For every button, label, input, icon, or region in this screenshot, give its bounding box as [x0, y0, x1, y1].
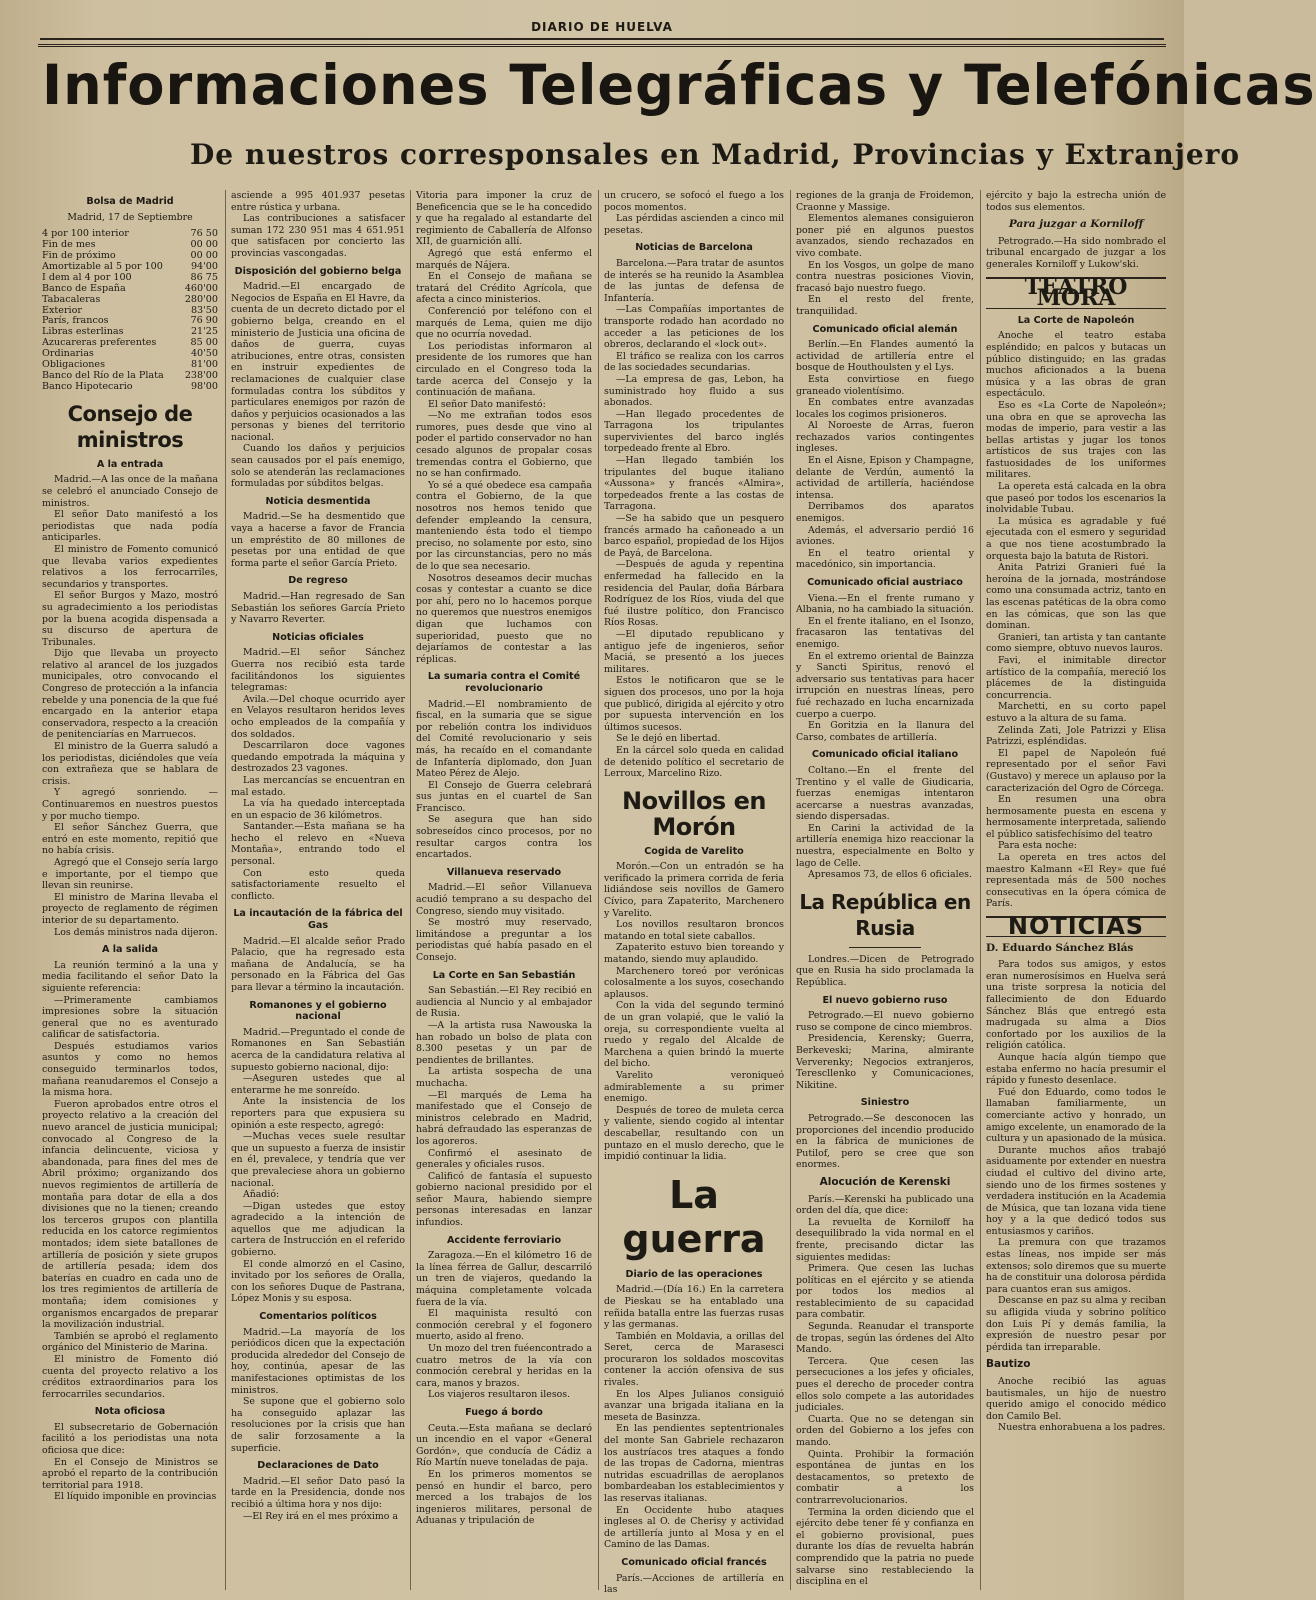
paragraph: En Occidente hubo ataques ingleses al O. de Cherisy y actividad de artillería junto al Mosa y en el Camino de las Damas.	[604, 1504, 784, 1551]
table-row: Banco Hipotecario 98'00	[42, 380, 218, 392]
sub-headline: De nuestros corresponsales en Madrid, Provincias y Extranjero	[190, 138, 1241, 171]
paragraph: París.—Acciones de artillería en las	[604, 1572, 784, 1596]
paragraph: Los periodistas informaron al presidente de los rumores que han circulado en el Congreso toda la tarde acerca del Consejo y la continuación de mañana.	[416, 340, 592, 399]
paragraph: La opereta está calcada en la obra que paseó por todos los escenarios la inolvidable Tubau.	[986, 481, 1166, 516]
paragraph: Elementos alemanes consiguieron poner pié en algunos puestos avanzados, siendo rechazados en vivo combate.	[796, 213, 974, 259]
paragraph: Las contribuciones a satisfacer suman 172 230 951 mas 4 651.951 que satisfacen por concierto las provincias vascongadas.	[231, 213, 405, 259]
table-row: Exterior 83'50	[42, 304, 218, 316]
paragraph: —No me extrañan todos esos rumores, pues desde que vino al poder el partido conservador no han cesado algunos de propalar cosas tremendas contra el Gobierno, que no se han confirmado.	[416, 410, 592, 480]
paragraph: —Las Compañías importantes de transporte rodado han acordado no acceder a las peticiones de los obreros, declarando el «lock out».	[604, 304, 784, 351]
column-6	[986, 190, 1166, 1590]
paragraph: —Han llegado procedentes de Tarragona los tripulantes supervivientes del barco inglés torpedeado frente al Ebro.	[604, 408, 784, 455]
paragraph: En el teatro oriental y macedónico, sin importancia.	[796, 547, 974, 571]
paragraph: Nosotros deseamos decir muchas cosas y contestar a cuanto se dice por ahí, pero no lo hacemos porque no queremos que nuestros enemigos digan que luchamos con superioridad, puesto que no dejaríamos de contestar a las réplicas.	[416, 572, 592, 665]
main-headline: Informaciones Telegráficas y Telefónicas	[42, 53, 1316, 117]
paragraph: El ministro de Marina llevaba el proyecto de reglamento de régimen interior de su departamento.	[42, 891, 218, 926]
korniloff-heading: Para juzgar a Korniloff	[1008, 218, 1144, 231]
paragraph: En las pendientes septentrionales del monte San Gabriele rechazaron los austríacos tres ataques a fondo de las tropas de Cadorna, mientras nutridas escuadrillas de aeroplanos bombardeaban los establecimientos y las reservas italianas.	[604, 1423, 784, 1504]
table-row: I dem al 4 por 100 86 75	[42, 271, 218, 283]
paragraph: —A la artista rusa Nawouska la han robado un bolso de plata con 8.300 pesetas y un par de pendientes de brillantes.	[416, 1019, 592, 1066]
paragraph: La reunión terminó a la una y media facilitando el señor Dato la siguiente referencia:	[42, 959, 218, 994]
paragraph: Al Noroeste de Arras, fueron rechazados varios contingentes ingleses.	[796, 420, 974, 455]
paragraph: Avila.—Del choque ocurrido ayer en Velayos resultaron heridos leves ocho empleados de la compañía y dos soldados.	[231, 693, 405, 740]
ruso-heading: El nuevo gobierno ruso	[822, 994, 948, 1006]
paragraph: Derribamos dos aparatos enemigos.	[796, 501, 974, 525]
paragraph: Madrid.—(Día 16.) En la carretera de Pieskau se ha entablado una reñida batalla entre las fuerzas rusas y las germanas.	[604, 1284, 784, 1331]
paragraph: —El Rey irá en el mes próximo a	[243, 1510, 398, 1522]
column-rule	[980, 190, 981, 1590]
paragraph: —Muchas veces suele resultar que un supuesto a fuerza de insistir en él, prevalece, y tendría que ver que prevaleciese ahora un gobierno nacional.	[231, 1131, 405, 1189]
paragraph: Madrid.—El alcalde señor Prado Palacio, que ha regresado esta mañana de Andalucía, se ha personado en la Fábrica del Gas para llevar a término la incautación.	[231, 935, 405, 993]
paragraph: Yo sé a qué obedece esa campaña contra el Gobierno, de la que nosotros nos hemos tenido que defender empleando la censura, manteniendo ésta todo el tiempo preciso, no solamente por esto, sino por las circunstancias, pero no más de lo que sea necesario.	[416, 479, 592, 572]
column-rule	[410, 190, 411, 1590]
napoleon-heading: La Corte de Napoleón	[1017, 314, 1135, 326]
paragraph: Madrid.—La mayoría de los periódicos dicen que la expectación producida alrededor del Consejo de hoy, continúa, apesar de las manifestaciones optimistas de los ministros.	[231, 1326, 405, 1396]
rusia-headline: La República en Rusia	[799, 889, 971, 940]
paragraph: Vitoria para imponer la cruz de Beneficencia que se le ha concedido y que ha regalado al estandarte del regimiento de Caballería de Alfonso XII, de guarnición allí.	[416, 190, 592, 248]
corte-heading: La Corte en San Sebastián	[432, 969, 576, 981]
paragraph: —Aseguren ustedes que al enterarme he me sonreído.	[231, 1073, 405, 1096]
table-row: Amortizable al 5 por 100 94'00	[42, 260, 218, 272]
paragraph: Los viajeros resultaron ilesos.	[428, 1389, 571, 1401]
divider	[849, 947, 920, 948]
paragraph: Y agregó sonriendo. — Continuaremos en nuestros puestos y por mucho tiempo.	[42, 787, 218, 822]
paragraph: Madrid.—El señor Dato pasó la tarde en la Presidencia, donde nos recibió a última hora y nos dijo:	[231, 1475, 405, 1510]
paragraph: Presidencia, Kerensky; Guerra, Berkeveski; Marina, almirante Ververenky; Negocios extranjeros, Terescllenko y Comunicaciones, Nikitine.	[796, 1033, 974, 1091]
paragraph: Marchenero toreó por verónicas colosalmente a los suyos, cosechando aplausos.	[604, 965, 784, 1000]
paragraph: En los Alpes Julianos consiguió avanzar una brigada italiana en la meseta de Basinzza.	[604, 1388, 784, 1423]
paragraph: Además, el adversario perdió 16 aviones.	[796, 524, 974, 548]
paragraph: Zaragoza.—En el kilómetro 16 de la línea férrea de Gallur, descarriló un tren de viajeros, quedando la máquina completamente volcada fuera de la vía.	[416, 1250, 592, 1308]
noticias-headline: NOTICIAS	[986, 916, 1166, 937]
table-row: Obligaciones 81'00	[42, 359, 218, 371]
paragraph: Barcelona.—Para tratar de asuntos de interés se ha reunido la Asamblea de las juntas de defensa de Infantería.	[604, 257, 784, 304]
romanones-heading: Romanones y el gobierno nacional	[249, 999, 387, 1023]
paragraph: Descarrilaron doce vagones quedando empotrada la máquina y destrozados 23 vagones.	[231, 740, 405, 775]
paragraph: La artista sospecha de una muchacha.	[416, 1066, 592, 1089]
paragraph: Aunque hacía algún tiempo que estaba enfermo no hacía presumir el rápido y funesto desenlace.	[986, 1051, 1166, 1087]
accidente-heading: Accidente ferroviario	[446, 1234, 562, 1246]
paragraph: Confirmó el asesinato de generales y oficiales rusos.	[416, 1147, 592, 1171]
paragraph: Ante la insistencia de los reporters para que expusiera su opinión a este respecto, agregó:	[231, 1096, 405, 1131]
table-row: Tabacaleras 280'00	[42, 293, 218, 305]
paragraph: Petrogrado.—Ha sido nombrado el tribunal encargado de juzgar a los generales Korniloff y Lukow'ski.	[986, 235, 1166, 270]
paragraph: ejército y bajo la estrecha unión de todos sus elementos.	[986, 190, 1166, 213]
running-header	[40, 14, 1164, 40]
siniestro-heading: Siniestro	[860, 1097, 910, 1109]
paragraph: En la cárcel solo queda en calidad de detenido político el secretario de Lerroux, Marcelino Rizo.	[604, 744, 784, 780]
gas-heading: La incautación de la fábrica del Gas	[233, 908, 403, 932]
paragraph: El señor Dato manifestó a los periodistas que nada podía anticiparles.	[42, 509, 218, 544]
sumaria-heading: La sumaria contra el Comité revolucionario	[427, 671, 581, 694]
paragraph: En combates entre avanzadas locales los cogimos prisioneros.	[796, 397, 974, 420]
paragraph: También en Moldavia, a orillas del Seret, cerca de Marasesci procuraron los soldados moscovitas contener la acción ofensiva de sus rivales.	[604, 1330, 784, 1389]
paragraph: —Se ha sabido que un pesquero francés armado ha cañoneado a un barco español, propiedad de los Hijos de Payá, de Barcelona.	[604, 513, 784, 559]
paragraph: El señor Sánchez Guerra, que entró en este momento, repitió que no había crisis.	[42, 822, 218, 857]
paragraph: En resumen una obra hermosamente puesta en escena y hermosamente interpretada, saliendo el público satisfechísimo del teatro	[986, 794, 1166, 840]
paragraph: Durante muchos años trabajó asiduamente por extender en nuestra ciudad el cultivo del divino arte, siendo uno de los firmes sostenes y verdadera institución en la Academia de Música, que tan lozana vida tiene hoy y a la que dedicó todos sus entusiasmos y cariños.	[986, 1144, 1166, 1237]
paragraph: La música es agradable y fué ejecutada con el esmero y seguridad a que nos tiene acostumbrado la orquesta bajo la batuta de Ristori.	[986, 515, 1166, 562]
comentarios-heading: Comentarios políticos	[259, 1311, 377, 1323]
paragraph: Anita Patrizi Granieri fué la heroína de la jornada, mostrándose como una consumada actriz, tanto en las escenas patéticas de la obra como en las cómicas, que son las que dominan.	[986, 562, 1166, 632]
paragraph: Un mozo del tren fuéencontrado a cuatro metros de la vía con conmoción cerebral y heridas en la cara, manos y brazos.	[416, 1343, 592, 1389]
paragraph: Para todos sus amigos, y estos eran numerosísimos en Huelva será una triste sorpresa la noticia del fallecimiento de don Eduardo Sánchez Blás que entregó esta madrugada su alma a Dios confortado por los auxilios de la religión católica.	[986, 959, 1166, 1052]
paragraph: Fué don Eduardo, como todos le llamaban familiarmente, un comerciante activo y honrado, un amigo excelente, un enamorado de la cultura y un apasionado de la música.	[986, 1086, 1167, 1145]
paragraph: Se supone que el gobierno solo ha conseguido aplazar las resoluciones por la crisis que han de salir forzosamente a la superficie.	[231, 1396, 405, 1454]
paragraph: La vía ha quedado interceptada en un espacio de 36 kilómetros.	[231, 798, 405, 821]
paragraph: El conde almorzó en el Casino, invitado por los señores de Oralla, con los señores Duque de Pastrana, López Monis y su esposa.	[231, 1258, 405, 1305]
paragraph: Conferenció por teléfono con el marqués de Lema, quien me dijo que no ocurría novedad.	[416, 305, 592, 341]
paragraph: Petrogrado.—Se desconocen las proporciones del incendio producido en la fábrica de municiones de Putilof, pero se cree que son enormes.	[796, 1112, 974, 1171]
paragraph: El papel de Napoleón fué representado por el señor Favi (Gustavo) y merece un aplauso por la caracterización del Ogro de Córcega.	[986, 747, 1166, 794]
paragraph: Granieri, tan artista y tan cantante como siempre, obtuvo nuevos lauros.	[986, 631, 1166, 655]
paragraph: —Primeramente cambiamos impresiones sobre la situación general que no es aventurado calificar de satisfactoria.	[42, 994, 218, 1041]
belga-heading: Disposición del gobierno belga	[234, 265, 402, 277]
blas-heading: D. Eduardo Sánchez Blás	[986, 941, 1134, 954]
italiano-heading: Comunicado oficial italiano	[811, 749, 959, 761]
alocucion-heading: Alocución de Kerenski	[819, 1175, 951, 1188]
novillos-headline: Novillos en Morón	[622, 786, 766, 841]
paragraph: Marchetti, en su corto papel estuvo a la altura de su fama.	[986, 701, 1166, 724]
paragraph: Petrogrado.—El nuevo gobierno ruso se compone de cinco miembros.	[796, 1010, 974, 1033]
paragraph: Berlín.—En Flandes aumentó la actividad de artillería entre el bosque de Houthoulsten y el Lys.	[796, 339, 974, 374]
paragraph: En los Vosgos, un golpe de mano contra nuestras posiciones Viovin, fracasó bajo nuestro fuego.	[796, 259, 974, 294]
paragraph: El maquinista resultó con conmoción cerebral y el fogonero muerto, asido al freno.	[416, 1308, 592, 1343]
paragraph: Londres.—Dicen de Petrogrado que en Rusia ha sido proclamada la República.	[796, 953, 974, 989]
paragraph: Estos le notificaron que se le siguen dos procesos, uno por la hoja que publicó, dirigida al ejército y otro por supuesta intervención en los últimos sucesos.	[604, 675, 785, 733]
paragraph: Para esta noche:	[998, 840, 1077, 852]
paragraph: Cuando los daños y perjuicios sean causados por el país enemigo, solo se atenderán las reclamaciones formuladas por súbditos belgas.	[231, 443, 405, 490]
paragraph: Se asegura que han sido sobreseídos cinco procesos, por no resultar cargos contra los encartados.	[416, 814, 592, 861]
column-1	[42, 190, 218, 1590]
paragraph: Dijo que llevaba un proyecto relativo al arancel de los juzgados municipales, otro convocando el Congreso de protección a la infancia rebelde y una ponencia de la que fué encargado en la anterior etapa conservadora, respecto a la creación de penitenciarías en Marruecos.	[42, 648, 218, 741]
paragraph: París.—Kerenski ha publicado una orden del día, que dice:	[796, 1193, 974, 1217]
paragraph: Morón.—Con un entradón se ha verificado la primera corrida de feria lidiándose seis novillos de Gamero Cívico, para Zapaterito, Marchenero y Varelito.	[604, 861, 784, 919]
desmentida-heading: Noticia desmentida	[265, 495, 371, 507]
running-title: DIARIO DE HUELVA	[531, 20, 673, 34]
table-row: 4 por 100 interior 76 50	[42, 228, 218, 240]
column-3	[416, 190, 592, 1590]
paragraph: —Han llegado también los tripulantes del buque italiano «Aussona» y francés «Almira», torpedeados frente a las costas de Tarragona.	[604, 455, 784, 513]
paragraph: Tercera. Que cesen las persecuciones a los jefes y oficiales, pues el derecho de proceder contra ellos solo compete a las autoridades judiciales.	[796, 1355, 974, 1414]
paragraph: En el Consejo de Ministros se aprobó el reparto de la contribución territorial para 1918.	[42, 1456, 218, 1491]
paragraph: La revuelta de Korniloff ha desequilibrado la vida normal en el frente, precisando dictar las siguientes medidas:	[796, 1216, 974, 1263]
paragraph: En el Aisne, Epison y Champagne, delante de Verdún, aumentó la actividad de artillería, haciéndose intensa.	[796, 455, 974, 501]
table-row: Banco de España 460'00	[42, 282, 218, 294]
table-row: Banco del Río de la Plata 238'00	[42, 369, 218, 381]
table-row: Fin de próximo 00 00	[42, 250, 218, 261]
paragraph: Anoche el teatro estaba espléndido; en palcos y butacas un público distinguido; en las gradas muchos aficionados a la buena música y a las obras de gran espectáculo.	[986, 330, 1166, 400]
paragraph: Apresamos 73, de ellos 6 oficiales.	[808, 869, 972, 881]
paragraph: Agregó que está enfermo el marqués de Nájera.	[416, 247, 592, 271]
paragraph: En Goritzia en la llanura del Carso, combates de artillería.	[796, 720, 974, 743]
paragraph: Anoche recibió las aguas bautismales, un hijo de nuestro querido amigo el conocido médico don Camilo Bel.	[986, 1376, 1166, 1422]
declaraciones-heading: Declaraciones de Dato	[257, 1460, 379, 1472]
column-5	[796, 190, 974, 1590]
paragraph: Las mercancías se encuentran en mal estado.	[231, 774, 405, 798]
paragraph: Las pérdidas ascienden a cinco mil pesetas.	[604, 213, 784, 236]
paragraph: —La empresa de gas, Lebon, ha suministrado hoy fluido a sus abonados.	[604, 373, 784, 409]
paragraph: Primera. Que cesen las luchas políticas en el ejército y se atienda por todos los medios al restablecimiento de su capacidad para combatir.	[796, 1263, 974, 1321]
paragraph: La opereta en tres actos del maestro Kalmann «El Rey» que fué representada más de 500 noches consecutivas en la ópera cómica de París.	[986, 852, 1166, 910]
paragraph: Nuestra enhorabuena a los padres.	[998, 1422, 1166, 1434]
paragraph: Viena.—En el frente rumano y Albania, no ha cambiado la situación.	[796, 592, 974, 616]
paragraph: El subsecretario de Gobernación facilitó a los periodistas una nota oficiosa que dice:	[42, 1421, 218, 1457]
paragraph: Favi, el inimitable director artístico de la compañía, mereció los plácemes de la distinguida concurrencia.	[986, 654, 1166, 701]
paragraph: En el frente italiano, en el Isonzo, fracasaron las tentativas del enemigo.	[796, 615, 974, 650]
paragraph: Descanse en paz su alma y reciban su afligida viuda y sobrino político don Luis Pí y demás familia, la expresión de nuestro pesar por pérdida tan irreparable.	[986, 1295, 1166, 1353]
header-rule	[38, 44, 1166, 47]
table-row: Azucareras preferentes 85 00	[42, 337, 218, 349]
paragraph: asciende a 995 401.937 pesetas entre rústica y urbana.	[231, 190, 405, 213]
paragraph: El tráfico se realiza con los carros de las sociedades secundarias.	[604, 350, 784, 374]
consejo-headline: Consejo de ministros	[67, 401, 193, 452]
entrada-heading: A la entrada	[96, 458, 164, 470]
paragraph: Madrid.—A las once de la mañana se celebró el anunciado Consejo de ministros.	[42, 474, 218, 509]
paragraph: —El marqués de Lema ha manifestado que el Consejo de ministros celebrado en Madrid, habrá defraudado las esperanzas de los agoreros.	[416, 1089, 592, 1147]
paragraph: El señor Dato manifestó:	[428, 398, 546, 410]
paragraph: El Consejo de Guerra celebrará sus juntas en el cuartel de San Francisco.	[416, 779, 592, 814]
paragraph: Quinta. Prohibir la formación espontánea de juntas en los destacamentos, so pretexto de combatir a los contrarrevolucionarios.	[796, 1448, 974, 1506]
paragraph: En el extremo oriental de Bainzza y Sancti Spiritus, renovó el adversario sus tentativas para hacer irrupción en nuestras líneas, pero fué rechazado en lucha encarnizada cuerpo a cuerpo.	[796, 650, 974, 720]
bautizo-heading: Bautizo	[986, 1358, 1031, 1371]
fuego-heading: Fuego á bordo	[465, 1406, 543, 1418]
table-row: París, francos 76 90	[42, 315, 218, 327]
cogida-heading: Cogida de Varelito	[644, 845, 744, 857]
paragraph: —Después de aguda y repentina enfermedad ha fallecido en la residencia del Paular, doña Bárbara Rodríguez de los Ríos, viuda del que fué ilustre político, don Francisco Ríos Rosas.	[604, 559, 784, 629]
paragraph: Madrid.—El señor Villanueva acudió temprano a su despacho del Congreso, siendo muy visitado.	[416, 882, 592, 917]
paragraph: En Carini la actividad de la artillería enemiga hizo reaccionar la nuestra, especialmente en Bolto y lago de Celle.	[796, 822, 974, 869]
paragraph: Agregó que el Consejo sería largo e importante, por el tiempo que llevan sin reunirse.	[42, 856, 218, 892]
paragraph: En el Consejo de mañana se tratará del Crédito Agrícola, que afecta a cinco ministerios.	[416, 271, 592, 306]
paragraph: En el resto del frente, tranquilidad.	[796, 294, 974, 317]
paragraph: regiones de la granja de Froidemon, Craonne y Massige.	[796, 190, 974, 213]
paragraph: —El diputado republicano y antiguo jefe de ingenieros, señor Maciá, se presentó a los jueces militares.	[604, 628, 784, 675]
column-2	[231, 190, 405, 1590]
paragraph: Ceuta.—Esta mañana se declaró un incendio en el vapor «General Gordón», que conducía de Cádiz a Río Martín nueve toneladas de paja.	[416, 1422, 592, 1469]
paragraph: Calificó de fantasía el supuesto gobierno nacional presidido por el señor Maura, habiendo siempre personas interesadas en lanzar infundios.	[416, 1170, 592, 1229]
bolsa-heading: Bolsa de Madrid	[86, 196, 174, 207]
paragraph: El señor Burgos y Mazo, mostró su agradecimiento a los periodistas por la buena acogida dispensada a su discurso de apertura de Tribunales.	[42, 590, 218, 648]
paragraph: Con esto queda satisfactoriamente resuelto el conflicto.	[231, 867, 405, 902]
paragraph: Añadió:	[243, 1189, 280, 1201]
paragraph: Madrid.—Han regresado de San Sebastián los señores García Prieto y Navarro Reverter.	[231, 591, 405, 626]
paragraph: Varelito veroniqueó admirablemente a su primer enemigo.	[604, 1069, 784, 1105]
column-rule	[598, 190, 599, 1590]
frances-heading: Comunicado oficial francés	[621, 1556, 767, 1568]
regreso-heading: De regreso	[288, 575, 348, 587]
column-4	[604, 190, 785, 1596]
paragraph: Con la vida del segundo terminó de un gran volapié, que le valió la oreja, su correspondiente vuelta al ruedo y regalo del Alcalde de Marchena a quien brindó la muerte del bicho.	[604, 1000, 784, 1070]
table-row: Libras esterlinas 21'25	[42, 326, 218, 338]
paragraph: Fueron aprobados entre otros el proyecto relativo a la creación del nuevo arancel de justicia municipal; convocado al Congreso de la infancia delincuente, viciosa y abandonada, para fines del mes de Abril próximo; organizando dos nuevos regimientos de artillería de montaña para dotar de ella a dos divisiones que no la tienen; creando los terceros grupos con plantilla reducida en los catorce regimientos montados; idem siete batallones de artillería de posición y siete grupos de artillería pesada; idem dos baterías en cuadro en cada uno de los tres regimientos de artillería de montaña; idem comisiones y organismos encargados de preparar la movilización industrial.	[42, 1098, 218, 1331]
paragraph: Se le dejó en libertad.	[616, 733, 721, 745]
paragraph: La premura con que trazamos estas líneas, nos impide ser más extensos; solo diremos que su muerte ha de constituir una dolorosa pérdida para cuantos eran sus amigos.	[986, 1237, 1166, 1295]
paragraph: Cuarta. Que no se detengan sin orden del Gobierno a los jefes con mando.	[796, 1413, 974, 1448]
aleman-heading: Comunicado oficial alemán	[812, 323, 958, 335]
paragraph: Madrid.—El nombramiento de fiscal, en la sumaria que se sigue por rebelión contra los individuos del Comité revolucionario y seis más, ha recaído en el comandante de Infantería diplomado, don Juan Mateo Pérez de Alejo.	[416, 698, 592, 780]
paragraph: Madrid.—Se ha desmentido que vaya a hacerse a favor de Francia un empréstito de 80 millones de pesetas por una entidad de que forma parte el señor García Prieto.	[231, 511, 405, 569]
paragraph: En los primeros momentos se pensó en hundir el barco, pero merced a los trabajos de los ingenieros militares, personal de Aduanas y tripulación de	[416, 1468, 592, 1527]
table-row: Ordinarias 40'50	[42, 348, 218, 360]
diario-heading: Diario de las operaciones	[625, 1268, 763, 1280]
paragraph: Los novillos resultaron broncos matando en total siete caballos.	[604, 919, 784, 942]
table-row: Fin de mes 00 00	[42, 239, 218, 251]
paragraph: Santander.—Esta mañana se ha hecho el relevo en «Nueva Montaña», entrando todo el personal.	[231, 821, 405, 868]
paragraph: El ministro de Fomento comunicó que llevaba varios expedientes relativos a los ferrocarriles, secundarios y transportes.	[42, 543, 218, 590]
paragraph: Se mostró muy reservado, limitándose a preguntar a los periodistas qué había pasado en el Consejo.	[416, 917, 592, 963]
paragraph: Después de toreo de muleta cerca y valiente, siendo cogido al intentar descabellar, resultando con un puntazo en el muslo derecho, que le impidió continuar la lidia.	[604, 1104, 784, 1163]
paragraph: También se aprobó el reglamento orgánico del Ministerio de Marina.	[42, 1330, 218, 1354]
paragraph: El ministro de Fomento dió cuenta del proyecto relativo a los créditos extraordinarios para los ferrocarriles secundarios.	[42, 1353, 218, 1400]
villanueva-heading: Villanueva reservado	[446, 866, 562, 878]
paragraph: El ministro de la Guerra saludó a los periodistas, diciéndoles que veía con extrañeza que se hablara de crisis.	[42, 741, 218, 787]
paragraph: Madrid.—El encargado de Negocios de España en El Havre, da cuenta de un decreto dictado por el gobierno belga, creando en el ministerio de Justicia una oficina de daños de guerra, cuyas atribuciones, entre otras, consisten en instruir expedientes de reclamaciones de cualquier clase formuladas contra los súbditos y particulares enemigos por razón de daños y perjuicios ocasionados a las personas y bienes del territorio nacional.	[231, 281, 405, 443]
teatro-headline: TEATRO MORA	[986, 277, 1166, 309]
paragraph: Zapaterito estuvo bien toreando y matando, siendo muy aplaudido.	[604, 942, 784, 966]
paragraph: Después estudiamos varios asuntos y como no hemos conseguido terminarlos todos, mañana reanudaremos el Consejo a la misma hora.	[42, 1040, 218, 1099]
paragraph: Eso es «La Corte de Napoleón»; una obra en que se aprovecha las modas de imperio, para vestir a las bellas artistas y jugar los tonos artísticos de sus trajes con las fastuosidades de los uniformes militares.	[986, 399, 1166, 481]
salida-heading: A la salida	[102, 944, 158, 956]
column-rule	[225, 190, 226, 1590]
nota-heading: Nota oficiosa	[94, 1406, 166, 1418]
bolsa-date: Madrid, 17 de Septiembre	[67, 211, 193, 223]
paragraph: Termina la orden diciendo que el ejército debe tener fé y confianza en el gobierno provisional, pues durante los días de revuelta habrán comprendido que la patria no puede salvarse sino restableciendo la disciplina en el	[796, 1506, 974, 1588]
guerra-headline: La guerra	[622, 1172, 766, 1261]
paragraph: Coltano.—En el frente del Trentino y el valle de Giudicaria, fuerzas enemigas intentaron acercarse a nuestras avanzadas, siendo dispersadas.	[796, 764, 974, 823]
paragraph: Esta convirtiose en fuego graneado violentísimo.	[796, 373, 974, 397]
paragraph: —Digan ustedes que estoy agradecido a la intención de aquellos que me adjudican la cartera de Instrucción en el referido gobierno.	[231, 1200, 405, 1259]
paragraph: Zelinda Zati, Jole Patrizzi y Elisa Patrizzi, espléndidas.	[986, 724, 1166, 748]
column-rule	[790, 190, 791, 1590]
paragraph: Segunda. Reanudar el transporte de tropas, según las órdenes del Alto Mando.	[796, 1321, 974, 1356]
paragraph: Madrid.—El señor Sánchez Guerra nos recibió esta tarde facilitándonos los siguientes telegramas:	[231, 647, 405, 694]
barcelona-heading: Noticias de Barcelona	[635, 242, 753, 254]
paragraph: Los demás ministros nada dijeron.	[54, 926, 218, 938]
austriaco-heading: Comunicado oficial austriaco	[807, 577, 963, 588]
paragraph: El líquido imponible en provincias	[54, 1491, 217, 1503]
paragraph: Madrid.—Preguntado el conde de Romanones en San Sebastián acerca de la candidatura relativa al supuesto gobierno nacional, dijo:	[231, 1026, 405, 1073]
paragraph: San Sebastián.—El Rey recibió en audiencia al Nuncio y al embajador de Rusia.	[416, 985, 592, 1020]
oficiales-heading: Noticias oficiales	[272, 631, 364, 643]
paragraph: un crucero, se sofocó el fuego a los pocos momentos.	[604, 190, 784, 213]
